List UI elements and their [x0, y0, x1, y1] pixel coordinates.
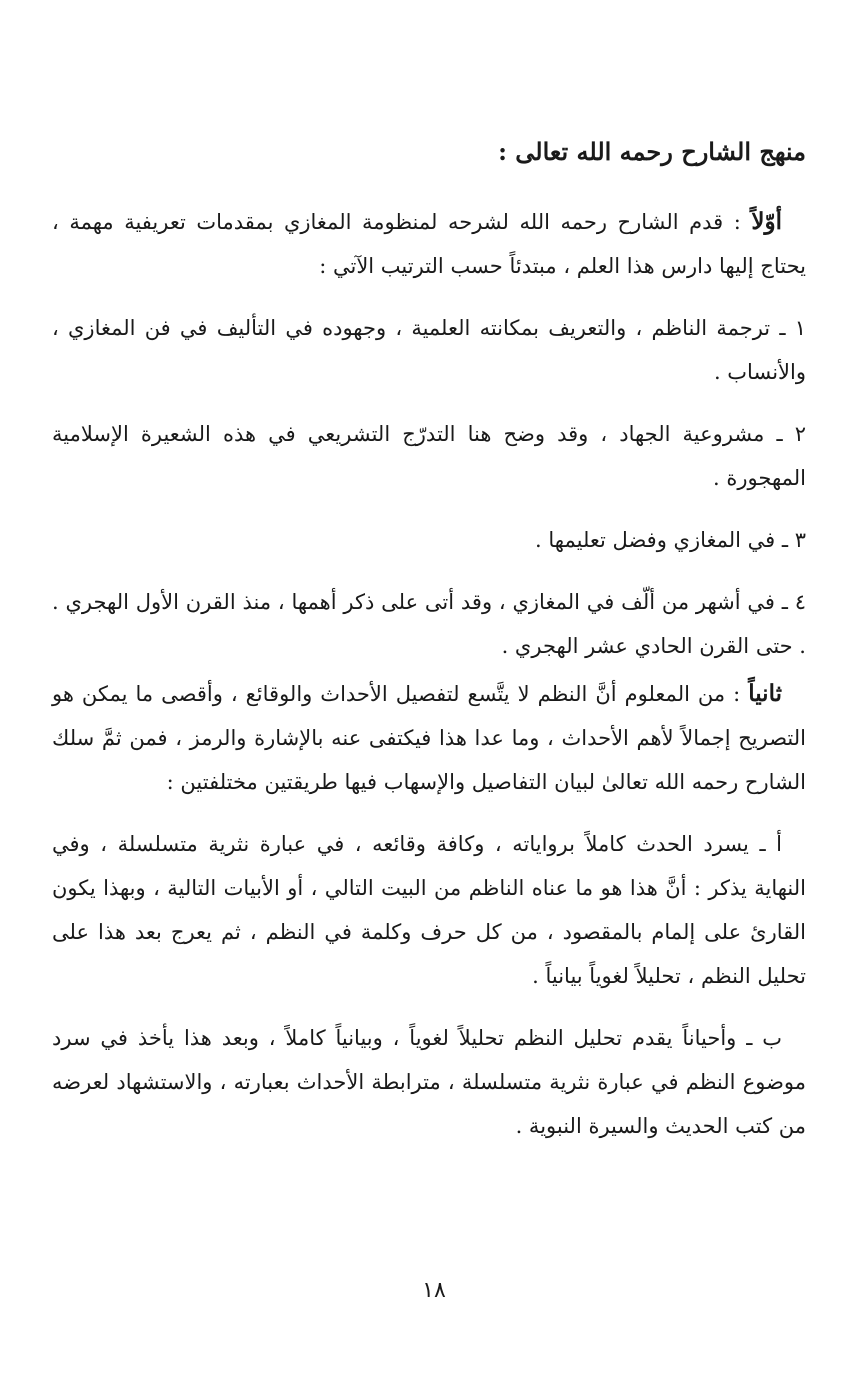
list-item-2: ٢ ـ مشروعية الجهاد ، وقد وضح هنا التدرّج التشريعي في هذه الشعيرة الإسلامية المهجورة . — [52, 422, 806, 490]
first-lead: أوّلاً — [751, 208, 782, 235]
method-b: ب ـ وأحياناً يقدم تحليل النظم تحليلاً لغوياً ، وبيانياً كاملاً ، وبعد هذا يأخذ في سرد موضوع النظم في عبارة نثرية متسلسلة ، مترابطة الأحداث بعبارته ، والاستشهاد لعرضه من كتب الحديث والسيرة النبوية . — [52, 1026, 806, 1138]
method-a: أ ـ يسرد الحدث كاملاً برواياته ، وكافة وقائعه ، في عبارة نثرية متسلسلة ، وفي النهاية يذكر : أنَّ هذا هو ما عناه الناظم من البيت التالي ، أو الأبيات التالية ، وبهذا يكون القارئ على إلمام بالمقصود ، من كل حرف وكلمة في النظم ، ثم يعرج بعد هذا على تحليل النظم ، تحليلاً لغوياً بيانياً . — [52, 832, 806, 988]
paragraph-second — [52, 672, 806, 804]
list-item-3: ٣ ـ في المغازي وفضل تعليمها . — [535, 528, 806, 552]
first-text: : قدم الشارح رحمه الله لشرحه لمنظومة المغازي بمقدمات تعريفية مهمة ، يحتاج إليها دارس هذا العلم ، مبتدئاً حسب الترتيب الآتي : — [52, 210, 806, 278]
paragraph-first — [52, 200, 806, 288]
page-body — [52, 130, 806, 1166]
list-item-1: ١ ـ ترجمة الناظم ، والتعريف بمكانته العلمية ، وجهوده في التأليف في فن المغازي ، والأنساب . — [52, 316, 806, 384]
page-number: ١٨ — [422, 1278, 446, 1303]
list-item-4: ٤ ـ في أشهر من ألّف في المغازي ، وقد أتى على ذكر أهمها ، منذ القرن الأول الهجري . . حتى القرن الحادي عشر الهجري . — [52, 590, 806, 658]
section-heading: منهج الشارح رحمه الله تعالى : — [498, 137, 806, 166]
second-lead: ثانياً — [748, 680, 782, 707]
second-text: : من المعلوم أنَّ النظم لا يتَّسع لتفصيل الأحداث والوقائع ، وأقصى ما يمكن هو التصريح إجمالاً لأهم الأحداث ، وما عدا هذا فيكتفى عنه بالإشارة والرمز ، فمن ثمَّ سلك الشارح رحمه الله تعالىٰ لبيان التفاصيل والإسهاب فيها طريقتين مختلفتين : — [52, 682, 806, 794]
